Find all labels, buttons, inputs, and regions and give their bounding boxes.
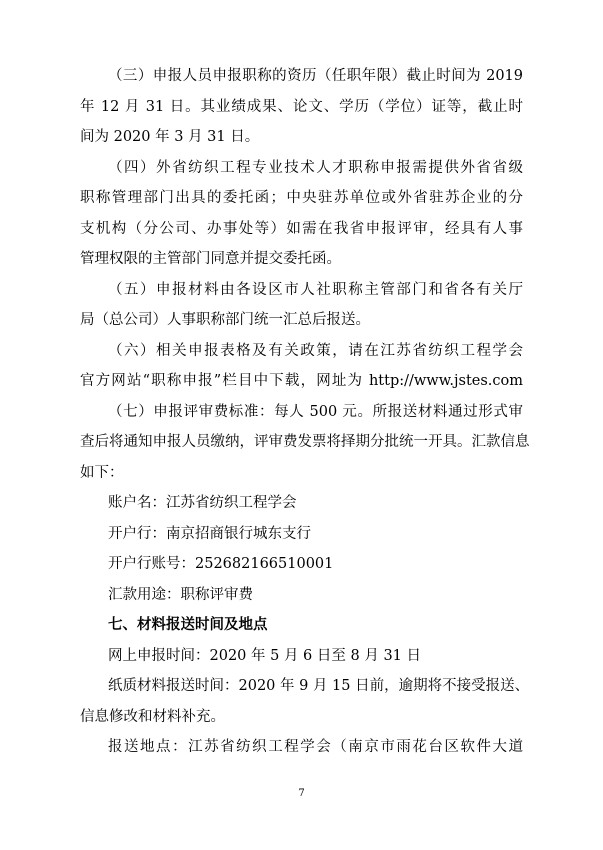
paper-submission-time: 信息修改和材料补充。 xyxy=(80,708,225,725)
item-5-line: 局（总公司）人事职称部门统一汇总后报送。 xyxy=(80,312,370,328)
section-heading: 七、材料报送时间及地点 xyxy=(108,616,268,633)
account-number: 开户行账号：252682166510001 xyxy=(108,556,334,572)
account-name: 账户名：江苏省纺织工程学会 xyxy=(108,495,297,511)
item-5-line: （五）申报材料由各设区市人社职称主管部门和省各有关厅 xyxy=(108,281,523,298)
bank-name: 开户行：南京招商银行城东支行 xyxy=(108,525,311,542)
item-4-line: 支机构（分公司、办事处等）如需在我省申报评审，经具有人事 xyxy=(80,220,523,237)
online-submission-time: 网上申报时间：2020 年 5 月 6 日至 8 月 31 日 xyxy=(108,647,422,664)
item-3-line: 间为 2020 年 3 月 31 日。 xyxy=(80,129,260,145)
item-4-line: 管理权限的主管部门同意并提交委托函。 xyxy=(80,251,341,267)
page-number: 7 xyxy=(298,788,305,799)
item-7-line: 查后将通知申报人员缴纳，评审费发票将择期分批统一开具。汇款信息 xyxy=(80,434,530,450)
item-3-line: （三）申报人员申报职称的资历（任职年限）截止时间为 2019 xyxy=(108,68,523,84)
item-3-line: 年 12 月 31 日。其业绩成果、论文、学历（学位）证等，截止时 xyxy=(80,98,523,115)
item-7-line: 如下： xyxy=(80,464,124,481)
item-4-line: （四）外省纺织工程专业技术人才职称申报需提供外省省级 xyxy=(108,159,523,176)
document-body xyxy=(80,61,530,763)
remittance-purpose: 汇款用途：职称评审费 xyxy=(108,586,253,603)
item-7-line: （七）申报评审费标准：每人 500 元。所报送材料通过形式审 xyxy=(108,403,523,420)
item-4-line: 职称管理部门出具的委托函；中央驻苏单位或外省驻苏企业的分 xyxy=(80,190,523,206)
item-6-line: 官方网站“职称申报”栏目中下载，网址为 http://www.jstes.com xyxy=(80,373,523,389)
item-6-line: （六）相关申报表格及有关政策，请在江苏省纺织工程学会 xyxy=(108,342,523,359)
submission-address: 报送地点：江苏省纺织工程学会（南京市雨花台区软件大道 xyxy=(108,739,523,755)
paper-submission-time: 纸质材料报送时间：2020 年 9 月 15 日前，逾期将不接受报送、 xyxy=(108,678,530,694)
